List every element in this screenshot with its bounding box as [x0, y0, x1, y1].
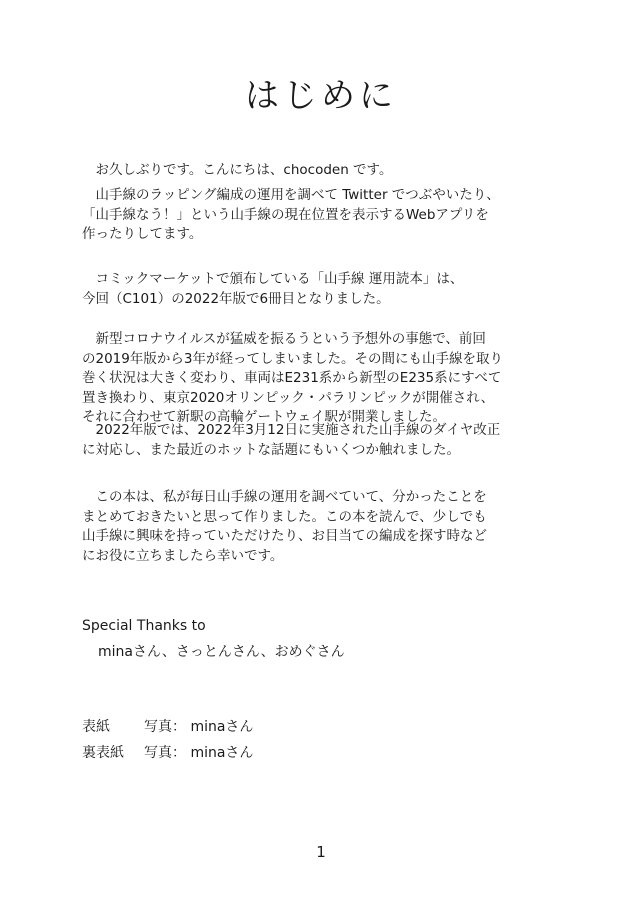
paragraph-line: それに合わせて新駅の高輪ゲートウェイ駅が開業しました。 [82, 409, 446, 425]
credit-label: 裏表紙 [82, 745, 124, 761]
paragraph-line: この本は、私が毎日山手線の運用を調べていて、分かったことを [82, 489, 487, 505]
paragraph-line: コミックマーケットで頒布している「山手線 運用読本」は、 [82, 271, 464, 287]
paragraph-line: 新型コロナウイルスが猛威を振るうという予想外の事態で、前回 [82, 331, 486, 347]
paragraph-line: 山手線のラッピング編成の運用を調べて Twitter でつぶやいたり、 [82, 187, 500, 203]
special-thanks-heading: Special Thanks to [82, 618, 206, 634]
paragraph-greeting [82, 161, 560, 181]
paragraph-line: 作ったりしてます。 [82, 226, 203, 242]
paragraph-line: 今回（C101）の2022年版で6冊目となりました。 [82, 290, 390, 307]
paragraph-line: 山手線に興味を持っていただけたり、お目当ての編成を探す時など [82, 528, 487, 544]
paragraph-intro [82, 186, 560, 245]
page-title: はじめに [245, 76, 397, 116]
paragraph-line: まとめておきたいと思って作りました。この本を読んで、少しでも [82, 508, 487, 525]
paragraph-line: お久しぶりです。こんにちは、chocoden です。 [82, 162, 393, 178]
paragraph-line: 置き換わり、東京2020オリンピック・パラリンピックが開催され、 [82, 389, 495, 406]
special-thanks-names: minaさん、さっとんさん、おめぐさん [98, 644, 345, 660]
paragraph-changes [82, 330, 560, 428]
paragraph-line: の2019年版から3年が経ってしまいました。その間にも山手線を取り [82, 350, 503, 367]
credit-value: 写真： minaさん [144, 719, 254, 735]
paragraph-2022-edition [82, 421, 560, 460]
paragraph-line: に対応し、また最近のホットな話題にもいくつか触れました。 [82, 441, 460, 458]
paragraph-line: 巻く状況は大きく変わり、車両はE231系から新型のE235系にすべて [82, 370, 502, 386]
credit-label: 表紙 [82, 719, 110, 735]
paragraph-line: 2022年版では、2022年3月12日に実施された山手線のダイヤ改正 [82, 422, 501, 438]
credit-value: 写真： minaさん [144, 745, 254, 761]
page-number: 1 [316, 843, 326, 861]
paragraph-line: にお役に立ちましたら幸いです。 [82, 547, 284, 564]
paragraph-purpose [82, 488, 560, 566]
credit-cover [82, 717, 253, 737]
credit-back-cover [82, 743, 253, 763]
paragraph-book-edition [82, 270, 560, 309]
paragraph-line: 「山手線なう！」という山手線の現在位置を表示するWebアプリを [82, 206, 489, 223]
